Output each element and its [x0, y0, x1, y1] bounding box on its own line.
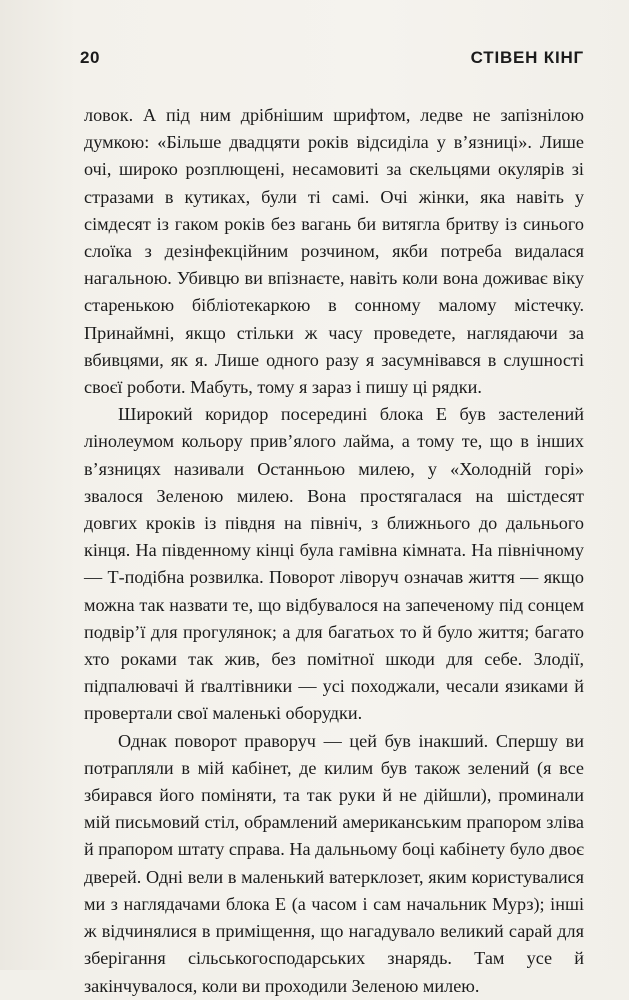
paragraph: Однак поворот праворуч — цей був інакший. Спершу ви потрапляли в мій кабінет, де килим був також зелений (я все збирався його поміняти, та так руки й не дійшли), проминали мій письмовий стіл, обрамлений американським прапором зліва й прапором штату справа. На дальньому боці кабінету було двоє дверей. Одні вели в маленький ватерклозет, яким користувалися ми з наглядачами блока Е (а часом і сам начальник Мурз); інші ж відчинялися в приміщення, що нагадувало великий сарай для зберігання сільськогосподарських знарядь. Там усе й закінчувалося, коли ви проходили Зеленою милею. [84, 730, 584, 996]
paragraph: Широкий коридор посередині блока Е був застелений лінолеумом кольору прив’ялого лайма, а тому те, що в інших в’язницях називали Останньою милею, у «Холодній горі» звалося Зеленою милею. Вона простягалася на шістдесят довгих кроків із півдня на північ, з ближнього до дальнього кінця. На південному кінці була гамівна кімната. На північному — Т-подібна розвилка. Поворот ліворуч означав життя — якщо можна так назвати те, що відбувалося на запеченому під сонцем подвір’ї для прогулянок; а для багатьох то й було життя; багато хто роками так жив, без помітної шкоди для себе. Злодії, підпалювачі й ґвалтівники — усі походжали, чесали язиками й провертали свої маленькі оборудки. [84, 404, 584, 724]
page-number: 20 [80, 48, 100, 67]
body-text [84, 102, 584, 1000]
running-title: СТІВЕН КІНГ [470, 48, 584, 67]
paragraph: ловок. А під ним дрібнішим шрифтом, ледве не запізнілою думкою: «Більше двадцяти років відсиділа у в’язниці». Лише очі, широко розплющені, несамовиті за скельцями окулярів зі стразами в кутиках, були ті самі. Очі жінки, яка навіть у сімдесят із гаком років без вагань би витягла бритву із синього слоїка з дезінфекційним розчином, якби потреба видалася нагальною. Убивцю ви впізнаєте, навіть коли вона доживає віку старенькою бібліотекаркою в сонному малому містечку. Принаймні, якщо стільки ж часу проведете, наглядаючи за вбивцями, як я. Лише одного разу я засумнівався в слушності своєї роботи. Мабуть, тому я зараз і пишу ці рядки. [84, 105, 584, 398]
page-header [80, 48, 584, 74]
